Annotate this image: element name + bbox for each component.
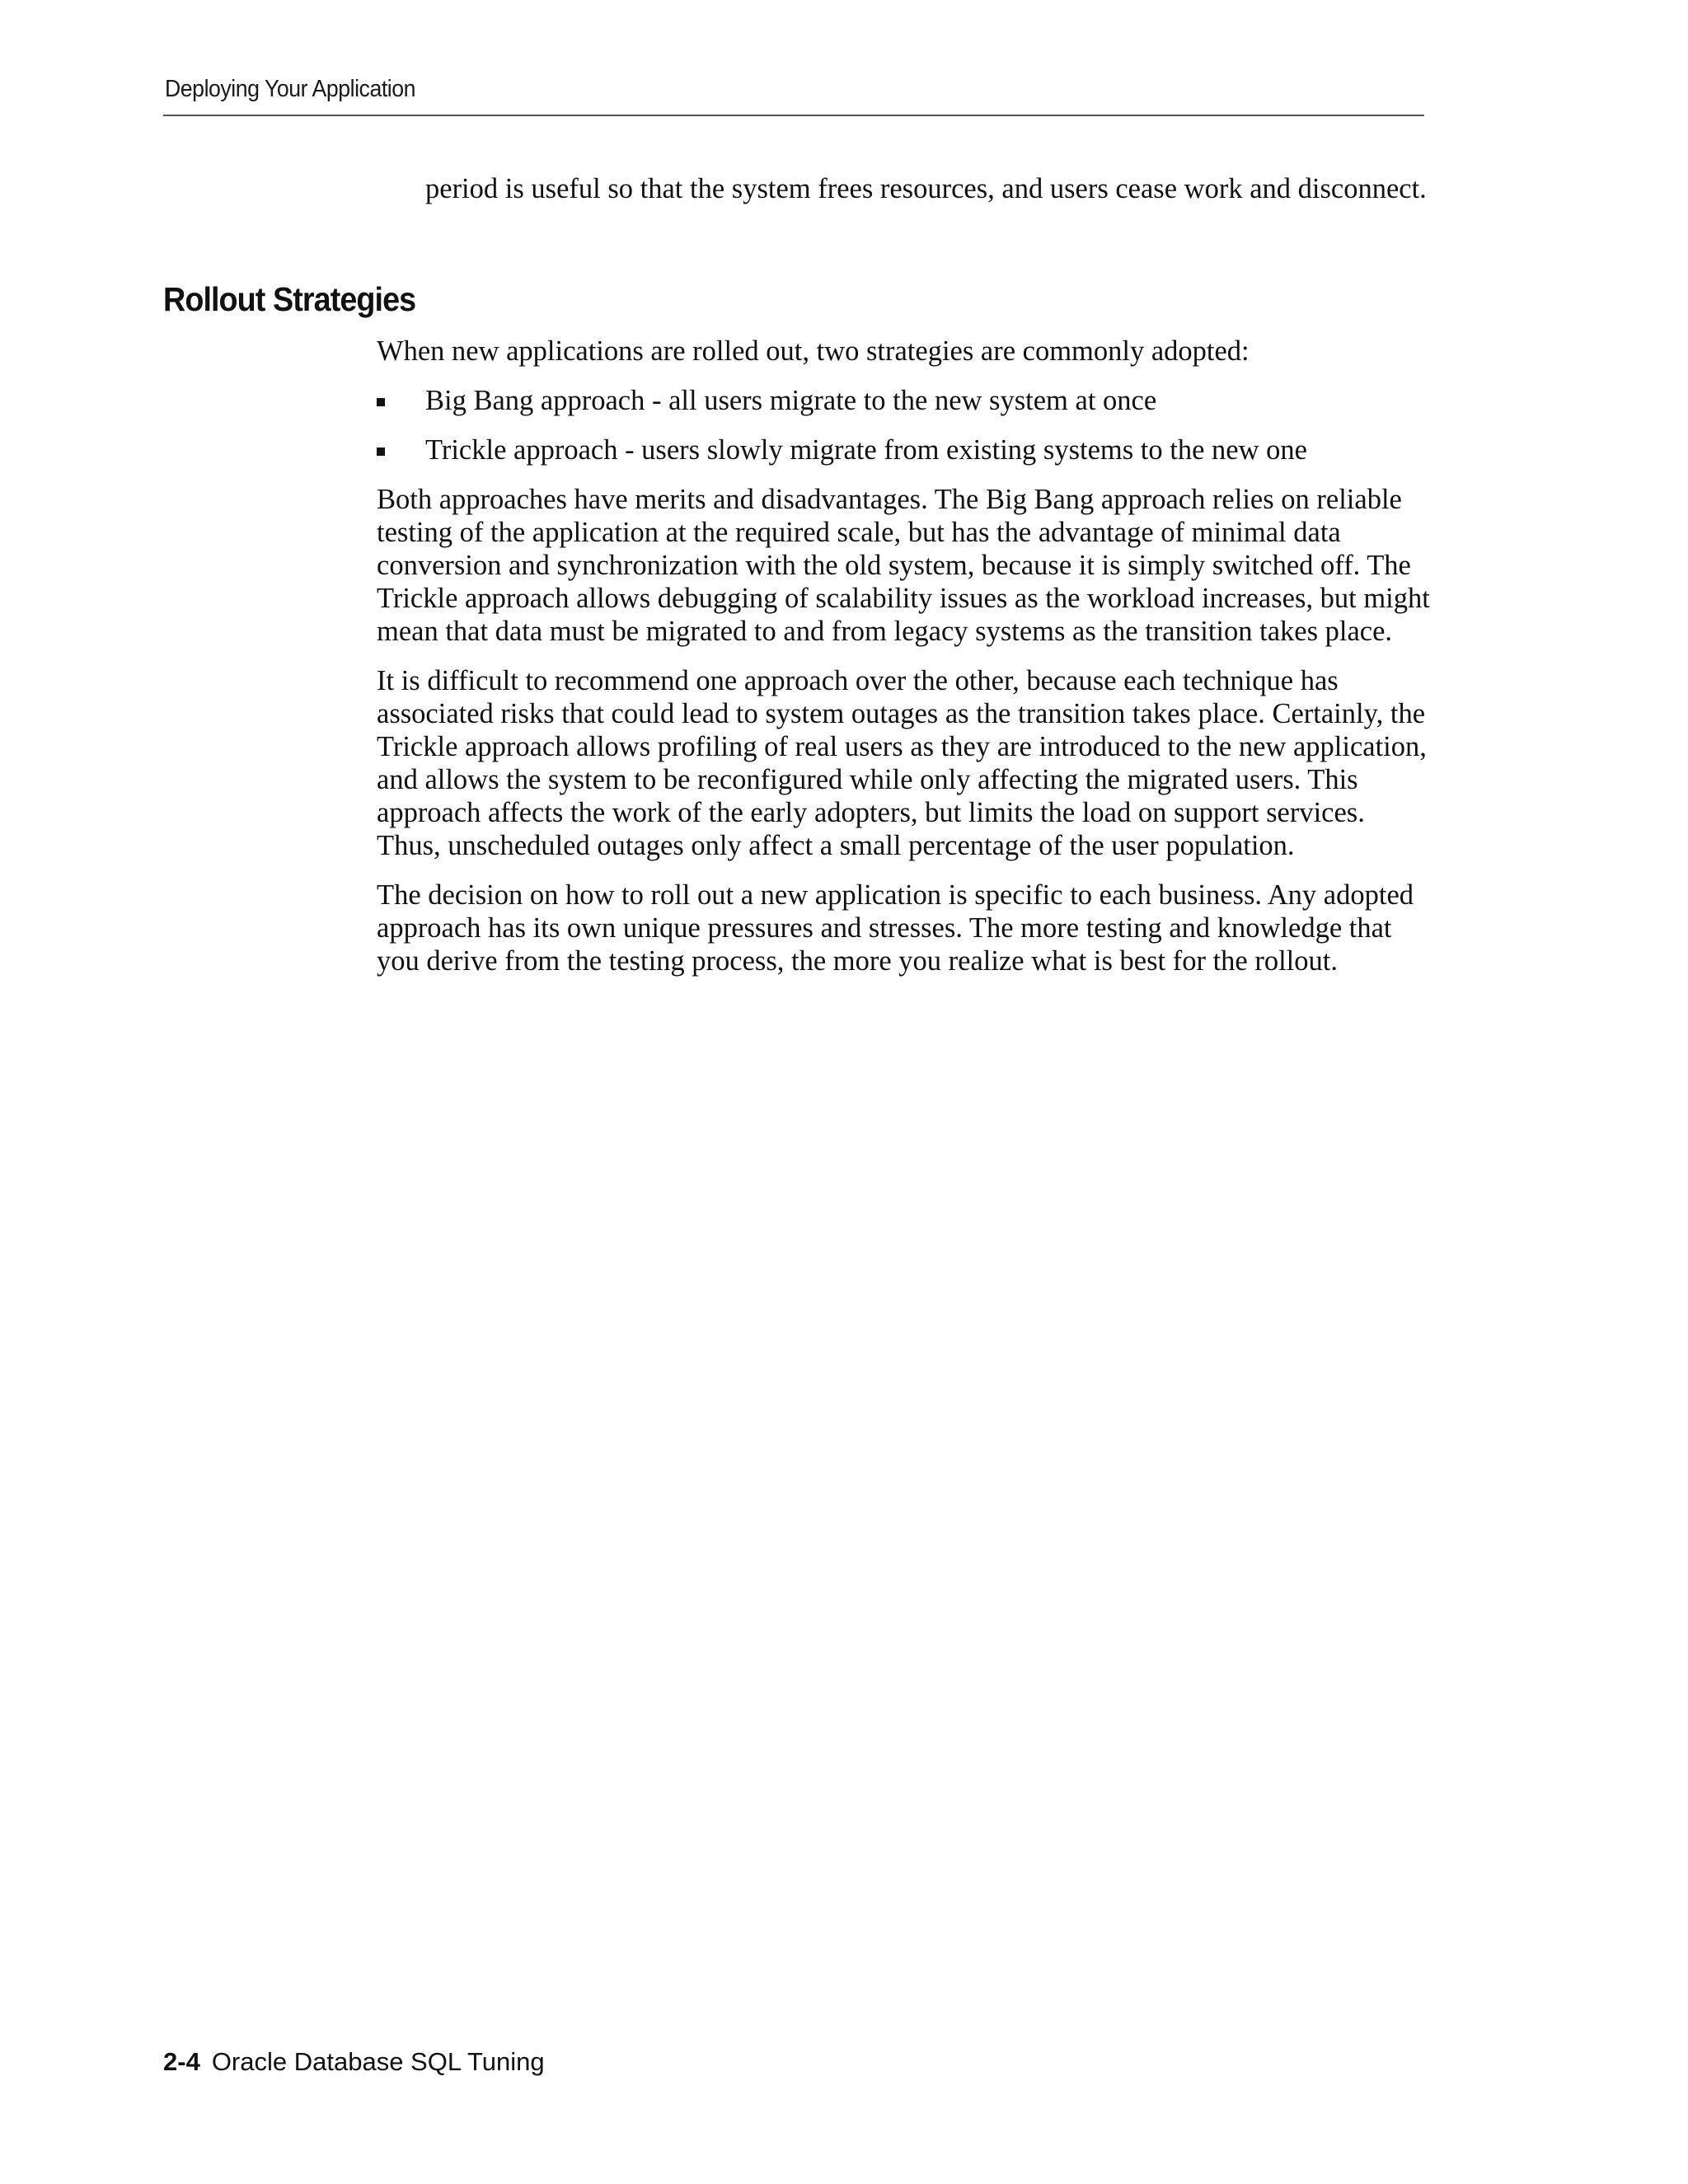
page-number: 2-4: [163, 2047, 200, 2076]
running-header: Deploying Your Application: [165, 76, 416, 102]
square-bullet-icon: [377, 398, 385, 406]
body-paragraph: The decision on how to roll out a new application is specific to each business. Any adopted approach has its own unique pressures and stresses. The more testing and knowledge that you derive from the testing process, the more you realize what is best for the rollout.: [377, 879, 1414, 977]
strategy-list: [377, 384, 1432, 466]
list-item: [377, 384, 1432, 417]
list-item-text: Trickle approach - users slowly migrate from existing systems to the new one: [425, 434, 1307, 466]
list-item-text: Big Bang approach - all users migrate to the new system at once: [425, 385, 1157, 416]
square-bullet-icon: [377, 448, 385, 456]
section-heading: Rollout Strategies: [163, 280, 416, 318]
continued-paragraph: period is useful so that the system frees resources, and users cease work and disconnect.: [425, 173, 1427, 204]
list-item: [377, 434, 1432, 466]
section-body: [377, 335, 1432, 994]
intro-paragraph: When new applications are rolled out, two strategies are commonly adopted:: [377, 335, 1250, 367]
body-paragraph: It is difficult to recommend one approach over the other, because each technique has associated risks that could lead to system outages as the transition takes place. Certainly, the Trickle approach allows profiling of real users as they are introduced to the new application, and allows the system to be reconfigured while only affecting the migrated users. This approach affects the work of the early adopters, but limits the load on support services. Thus, unscheduled outages only affect a small percentage of the user population.: [377, 665, 1427, 861]
book-title: Oracle Database SQL Tuning: [211, 2047, 545, 2076]
running-footer: [163, 2047, 545, 2077]
header-divider: [163, 115, 1424, 116]
body-paragraph: Both approaches have merits and disadvantages. The Big Bang approach relies on reliable testing of the application at the required scale, but has the advantage of minimal data conversion and synchronization with the old system, because it is simply switched off. The Trickle approach allows debugging of scalability issues as the workload increases, but might mean that data must be migrated to and from legacy systems as the transition takes place.: [377, 484, 1430, 647]
